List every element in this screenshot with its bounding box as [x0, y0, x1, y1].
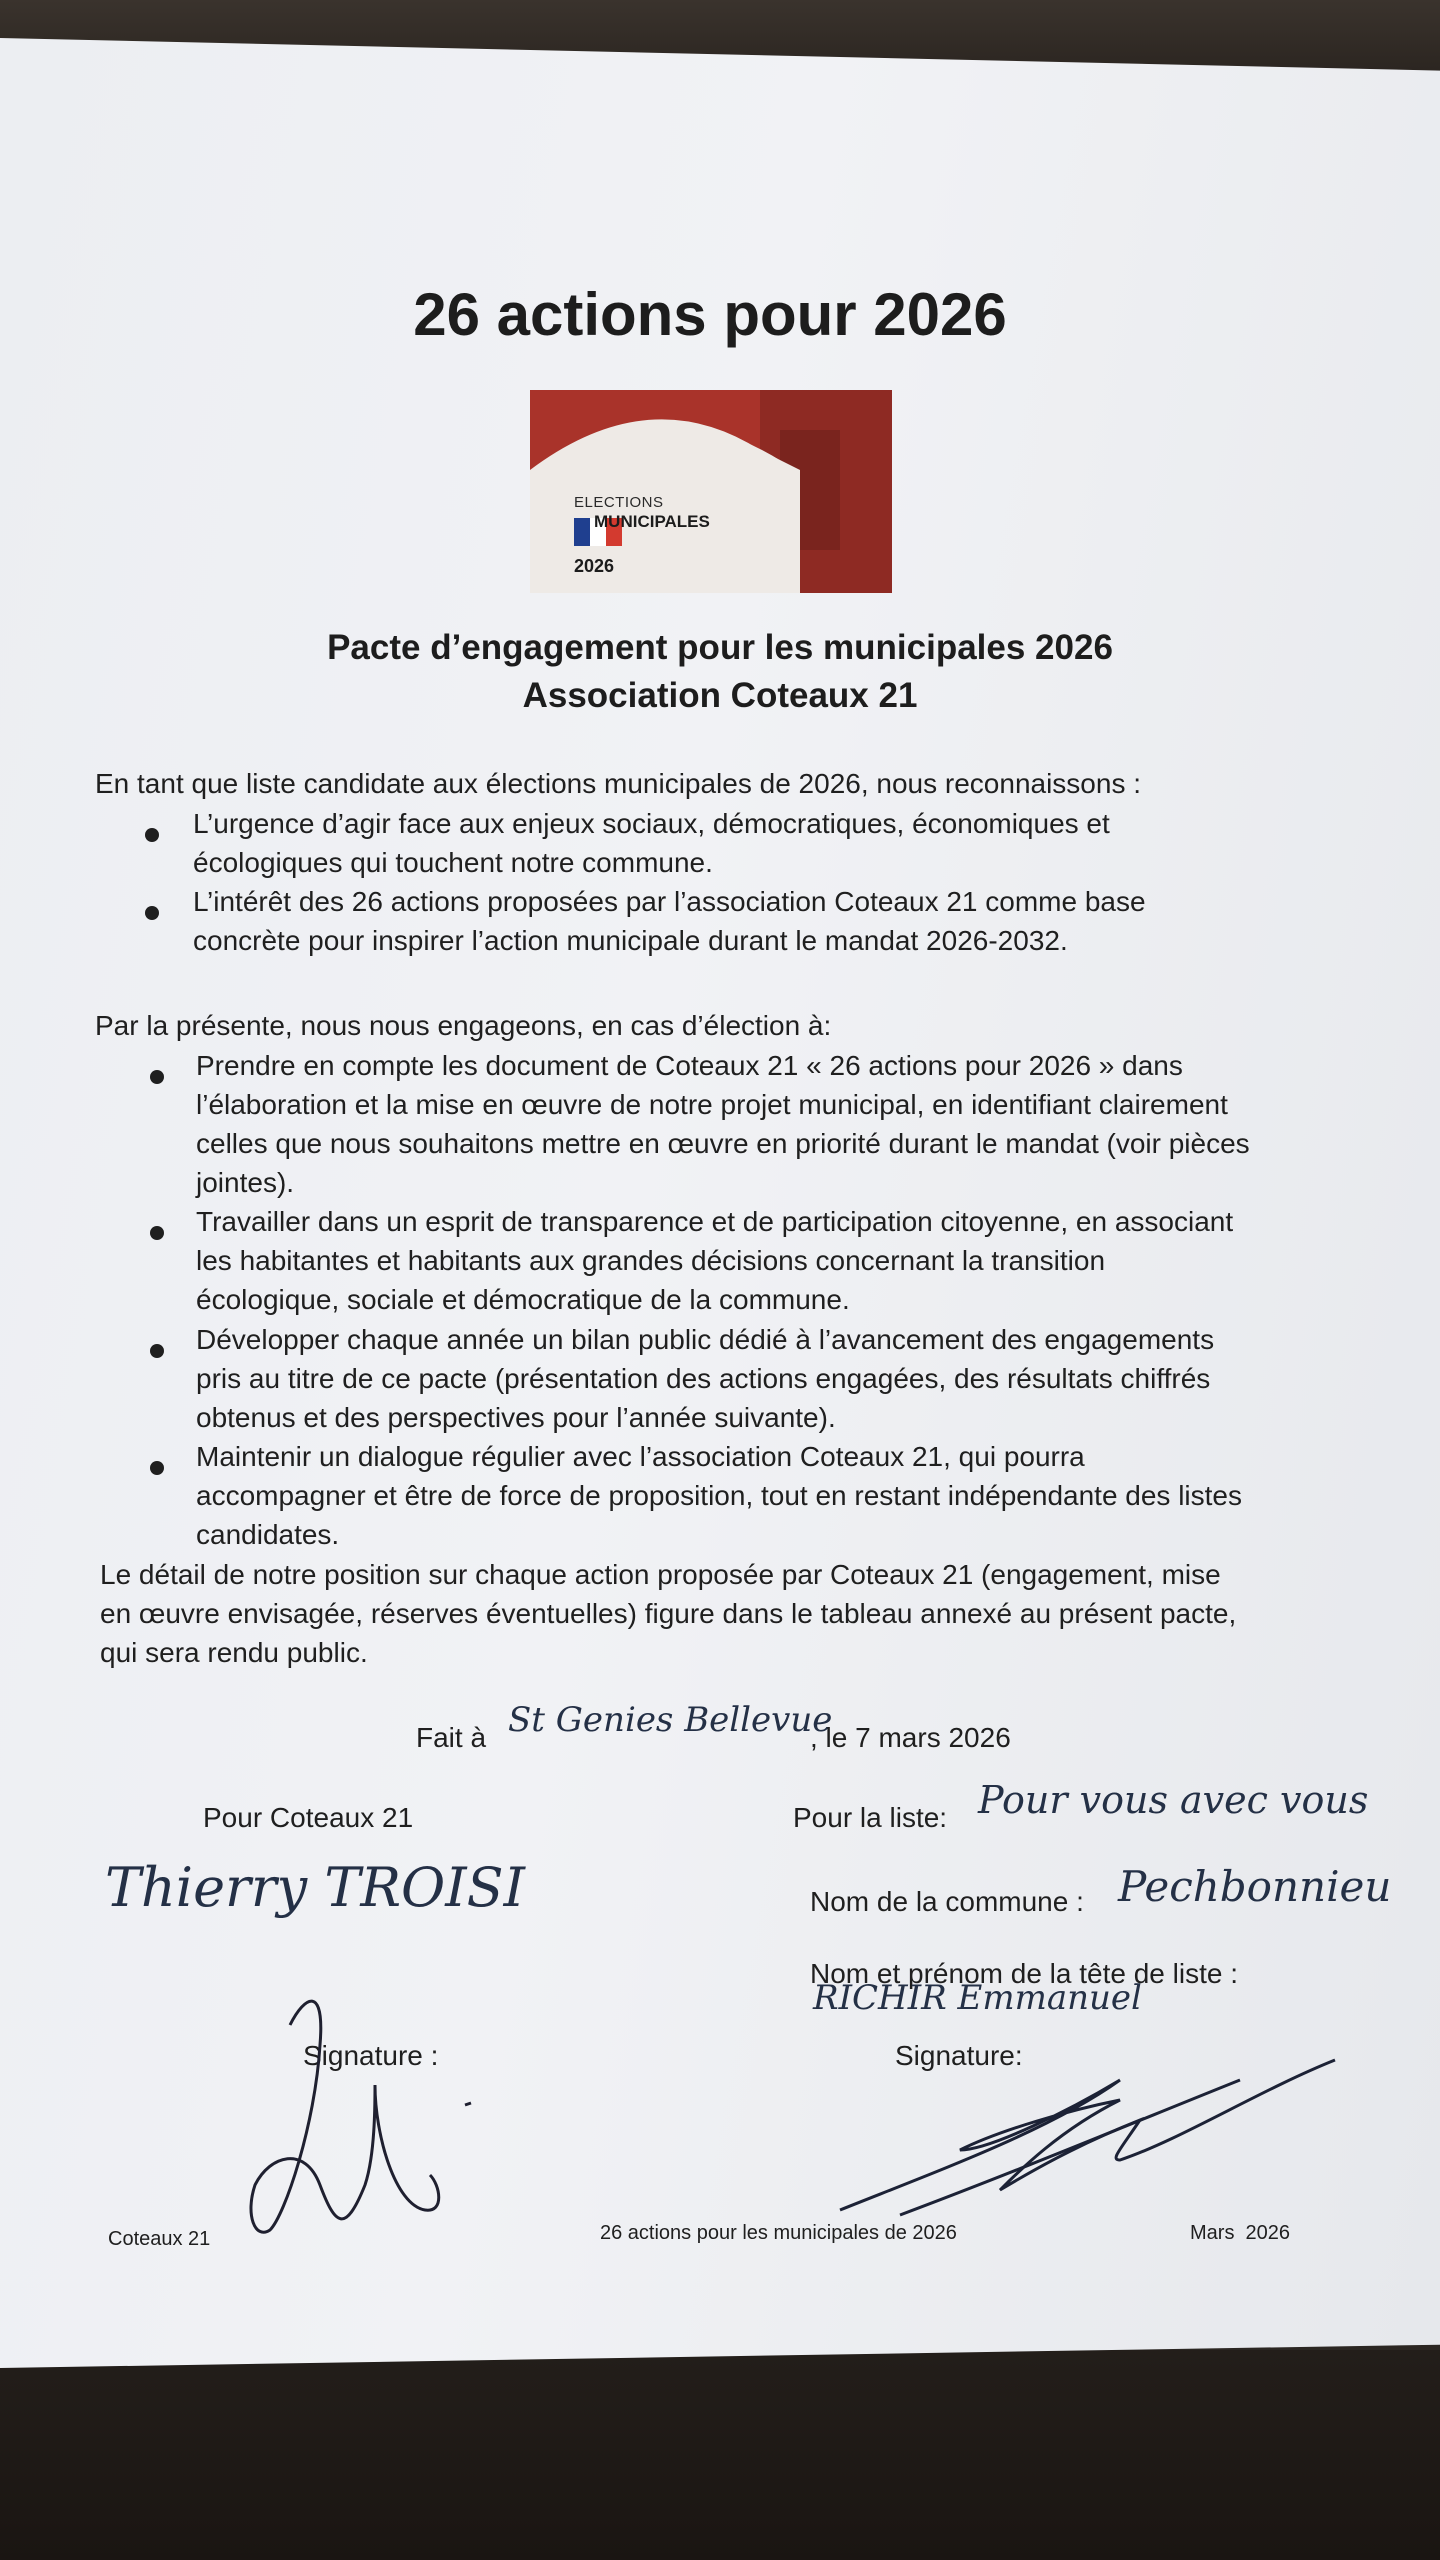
- commitments-intro: Par la présente, nous nous engageons, en cas d’élection à:: [95, 1010, 832, 1041]
- commune-label: Nom de la commune :: [810, 1886, 1084, 1917]
- right-signature-label: Signature:: [895, 2040, 1023, 2071]
- elections-banner-image: [530, 390, 892, 593]
- handwritten-commune: Pechbonnieu: [1118, 1862, 1392, 1911]
- list-label: Pour la liste:: [793, 1802, 948, 1833]
- commitment-item-2: Travailler dans un esprit de transparence et de participation citoyenne, en associant les habitantes et habitants aux grandes décisions concernant la transition écologique, sociale et démocratique de la commune.: [196, 1206, 1234, 1315]
- bullet-marker: [150, 1344, 164, 1358]
- commitment-item-3: Développer chaque année un bilan public dédié à l’avancement des engagements pris au titre de ce pacte (présentation des actions engagées, des résultats chiffrés obtenus et des perspectives pour l’année suivante).: [196, 1324, 1215, 1433]
- table-surface-bottom: [0, 2350, 1440, 2560]
- commitment-item-1: Prendre en compte les document de Coteaux 21 « 26 actions pour 2026 » dans l’élaboration et la mise en œuvre de notre projet municipal, en identifiant clairement celles que nous souhaitons mettre en œuvre en priorité durant le mandat (voir pièces jointes).: [196, 1050, 1250, 1198]
- handwritten-name-left: Thierry TROISI: [105, 1856, 525, 1919]
- handwritten-list-name: Pour vous avec vous: [978, 1778, 1369, 1822]
- detail-paragraph: Le détail de notre position sur chaque action proposée par Coteaux 21 (engagement, mise en œuvre envisagée, réserves éventuelles) figure dans le tableau annexé au présent pacte, qui sera rendu public.: [100, 1559, 1237, 1668]
- left-signature-scribble: [225, 1985, 475, 2245]
- commitment-item-4: Maintenir un dialogue régulier avec l’association Coteaux 21, qui pourra accompagner et être de force de proposition, tout en restant indépendante des listes candidates.: [196, 1441, 1243, 1550]
- recognition-item-2: L’intérêt des 26 actions proposées par l’association Coteaux 21 comme base concrète pour inspirer l’action municipale durant le mandat 2026-2032.: [193, 886, 1146, 956]
- bullet-marker: [145, 906, 159, 920]
- handwritten-place: St Genies Bellevue: [508, 1700, 833, 1740]
- document-title: 26 actions pour 2026: [413, 281, 1007, 348]
- footer-right: Mars 2026: [1190, 2222, 1291, 2244]
- intro-paragraph: En tant que liste candidate aux élections municipales de 2026, nous reconnaissons :: [95, 768, 1142, 799]
- head-of-list-label: Nom et prénom de la tête de liste :: [810, 1958, 1238, 1989]
- document-subtitle: [0, 624, 1440, 720]
- banner-line1: ELECTIONS: [574, 494, 664, 511]
- subtitle-line1: Pacte d’engagement pour les municipales 2026: [327, 628, 1113, 667]
- fait-date: , le 7 mars 2026: [810, 1722, 1011, 1753]
- bullet-marker: [145, 828, 159, 842]
- bullet-marker: [150, 1226, 164, 1240]
- footer-left: Coteaux 21: [108, 2228, 211, 2250]
- banner-line2: MUNICIPALES: [594, 512, 710, 531]
- bullet-marker: [150, 1461, 164, 1475]
- bullet-marker: [150, 1070, 164, 1084]
- left-signature-label: Signature :: [303, 2040, 439, 2071]
- left-party-label: Pour Coteaux 21: [203, 1802, 414, 1833]
- banner-line3: 2026: [574, 556, 615, 576]
- recognition-item-1: L’urgence d’agir face aux enjeux sociaux, démocratiques, économiques et écologiques qui touchent notre commune.: [193, 808, 1110, 878]
- footer-center: 26 actions pour les municipales de 2026: [600, 2222, 957, 2244]
- right-signature-scribble: [820, 2040, 1340, 2230]
- subtitle-line2: Association Coteaux 21: [522, 676, 918, 715]
- fait-label: Fait à: [416, 1722, 487, 1753]
- handwritten-head-of-list: RICHIR Emmanuel: [813, 1978, 1142, 2018]
